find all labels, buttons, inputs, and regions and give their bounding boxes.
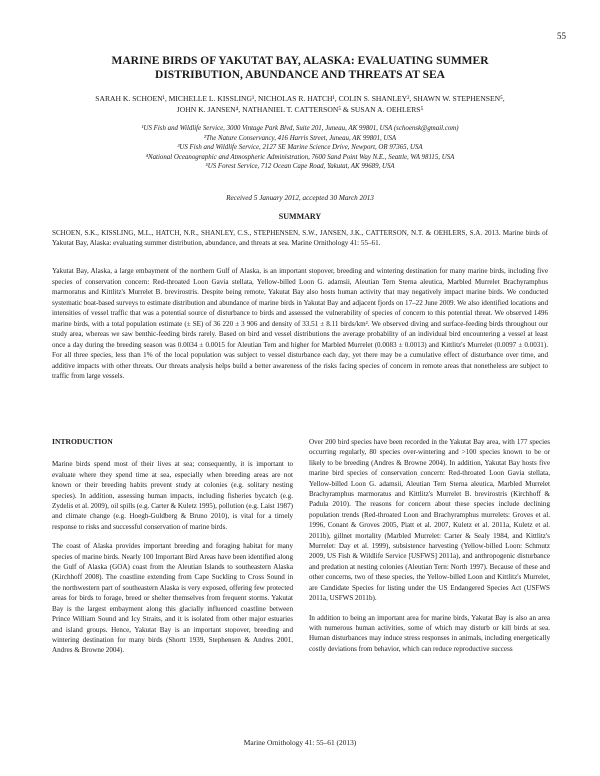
author-list <box>40 94 560 115</box>
paragraph: Over 200 bird species have been recorded in the Yakutat Bay area, with 177 species occurring regularly, 80 species over-wintering and >100 species known to be or likely to be breeding (Andres & Browne 2004). In addition, Yakutat Bay hosts five marine bird species of conservation concern: Red-throated Loon Gavia stellata, Yellow-billed Loon G. adamsii, Aleutian Tern Sterna aleutica, Marbled Murrelet Brachyramphus marmoratus and Kittlitz's Murrelet B. brevirostris (Kirchhoff & Padula 2010). The reasons for concern about these species include declining population trends (Red-throated Loon and Brachyramphus murrelets: Groves et al. 1996, Conant & Groves 2005, Piatt et al. 2007, Kuletz et al. 2011a, Kuletz et al. 2011b), gillnet mortality (Marbled Murrelet: Carter & Sealy 1984, and Kittlitz's Murrelet: Day et al. 1999), subsistence harvesting (Yellow-billed Loon: Schmutz 2009, US Fish & Wildlife Service [USFWS] 2011a), and anthropogenic disturbance and predation at nesting colonies (Aleutian Tern: North 1997). Because of these and other concerns, two of these species, the Yellow-billed Loon and Kittlitz's Murrelet, are Candidate Species for listing under the US Endangered Species Act (USFWS 2011a, USFWS 2011b). <box>309 438 550 603</box>
affiliation-1: ¹US Fish and Wildlife Service, 3000 Vintage Park Blvd, Suite 201, Juneau, AK 99801, USA (schoensk@gmail.com) <box>141 125 459 132</box>
affiliation-3: ³US Fish and Wildlife Service, 2127 SE Marine Science Drive, Newport, OR 97365, USA <box>177 144 423 152</box>
received-dates: Received 5 January 2012, accepted 30 March 2013 <box>226 194 374 202</box>
journal-footer: Marine Ornithology 41: 55–61 (2013) <box>243 738 357 747</box>
paragraph: Marine birds spend most of their lives at sea; consequently, it is important to evaluate where they spend time at sea, especially when breeding areas are not known or their breeding habits prevent study at colonies (e.g. solitary nesting species). In addition, assessing human impacts, including fisheries bycatch (e.g. Zydelis et al. 2009), oil spills (e.g. Carter & Kuletz 1995), pollution (e.g. Laist 1987) and climate change (e.g. Hoegh-Guldberg & Bruno 2010), is vital for a timely response to risks and successful conservation of marine birds. <box>52 460 293 531</box>
title-line-1: MARINE BIRDS OF YAKUTAT BAY, ALASKA: EVALUATING SUMMER <box>111 55 489 67</box>
page-number: 55 <box>557 31 566 41</box>
right-column <box>309 437 550 663</box>
paragraph: The coast of Alaska provides important breeding and foraging habitat for many species of marine birds. Nearly 100 Important Bird Areas have been identified along the Gulf of Alaska (GOA) coast from the Aleutian Islands to southeastern Alaska (Kirchhoff 2008). The coastline extending from Cape Suckling to Cross Sound in the northwestern part of southeastern Alaska is very exposed, offering few protected areas for birds to forage, breed or shelter themselves from frequent storms. Yakutat Bay is the largest embayment along this glacially influenced coastline between Prince William Sound and Icy Straits, and it is isolated from other major estuaries and island groups. Hence, Yakutat Bay is an important stopover, breeding and wintering destination for many birds (Shortt 1939, Stephensen & Andres 2001, Andres & Browne 2004). <box>52 542 293 655</box>
paragraph: In addition to being an important area for marine birds, Yakutat Bay is also an area with numerous human activities, some of which may disturb or kill birds at sea. Human disturbances may induce stress responses in animals, including energetically costly deviations from behavior, which can reduce reproductive success <box>309 613 550 653</box>
authors-line-2: JOHN K. JANSEN⁴, NATHANIEL T. CATTERSON⁵ & SUSAN A. OEHLERS⁵ <box>176 104 424 114</box>
affiliation-4: ⁴National Oceanographic and Atmospheric Administration, 7600 Sand Point Way N.E., Seattle, WA 98115, USA <box>145 153 455 161</box>
authors-line-1: SARAH K. SCHOEN¹, MICHELLE L. KISSLING¹, NICHOLAS R. HATCH¹, COLIN S. SHANLEY², SHAWN W. STEPHENSEN⁵, <box>95 94 505 103</box>
affiliation-5: ⁵US Forest Service, 712 Ocean Cape Road, Yakutat, AK 99689, USA <box>205 163 395 171</box>
left-column <box>52 437 293 665</box>
affiliations <box>40 124 560 172</box>
article-title <box>40 54 560 82</box>
affiliation-2: ²The Nature Conservancy, 416 Harris Street, Juneau, AK 99801, USA <box>203 134 397 142</box>
citation: SCHOEN, S.K., KISSLING, M.L., HATCH, N.R., SHANLEY, C.S., STEPHENSEN, S.W., JANSEN, J.K., CATTERSON, N.T. & OEHLERS, S.A. 2013. Marine birds of Yakutat Bay, Alaska: evaluating summer distribution, abundance, and threats at sea. Marine Ornithology 41: 55–61. <box>52 229 548 248</box>
introduction-heading: INTRODUCTION <box>52 437 113 446</box>
title-line-2: DISTRIBUTION, ABUNDANCE AND THREATS AT SEA <box>155 69 445 81</box>
abstract: Yakutat Bay, Alaska, a large embayment of the northern Gulf of Alaska, is an important stopover, breeding and wintering destination for many marine birds, including five species of conservation concern: Red-throated Loon Gavia stellata, Yellow-billed Loon G. adamsii, Aleutian Tern Sterna aleutica, Marbled Murrelet Brachyramphus marmoratus and Kittlitz's Murrelet B. brevirostris. Despite being remote, Yakutat Bay also hosts human activity that may negatively impact marine birds. We conducted systematic boat-based surveys to estimate distribution and abundance of marine birds in Yakutat Bay and adjacent fjords on 17–22 June 2009. We also identified locations and intensities of vessel traffic that was a potential source of disturbance to birds and assessed the vulnerability of species of concern to this potential threat. We observed 1496 marine birds, with a total population estimate (± SE) of 36 220 ± 3 906 and density of 33.51 ± 8.11 birds/km². We observed diving and surface-feeding birds throughout our study area, whereas we saw benthic-feeding birds rarely. Based on bird and vessel distributions the average probability of an individual bird encountering a vessel at least once a day during the breeding season was 0.0034 ± 0.0015 for Aleutian Tern and higher for Marbled Murrelet (0.0083 ± 0.0013) and Kittlitz's Murrelet (0.0097 ± 0.0031). For all three species, less than 1% of the local population was subject to vessel disturbance each day, yet there may be a cumulative effect of disturbance over time, and additive impacts with other threats. Our threats analysis helps build a better awareness of the risks facing species of concern in remote areas that nonetheless are subject to traffic from large vessels. <box>52 267 548 380</box>
summary-heading: SUMMARY <box>278 212 322 221</box>
